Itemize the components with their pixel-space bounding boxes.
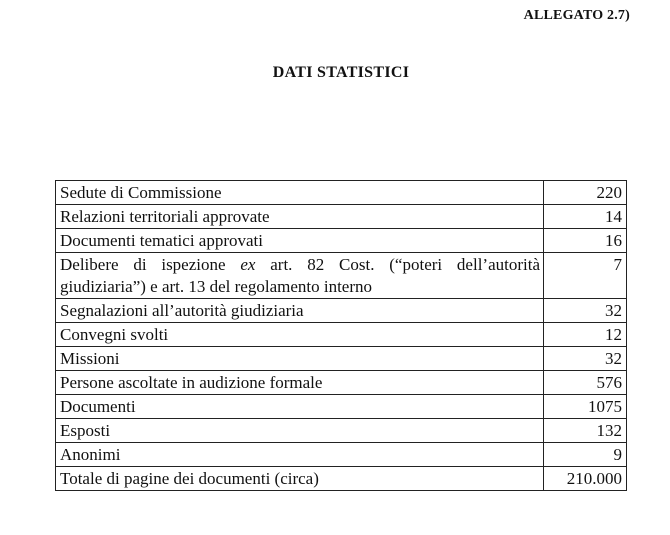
table-row xyxy=(56,181,627,205)
row-label-part: Delibere di ispezione xyxy=(60,255,241,274)
table-row xyxy=(56,299,627,323)
page-title: DATI STATISTICI xyxy=(272,64,410,81)
table-row xyxy=(56,347,627,371)
row-label: Relazioni territoriali approvate xyxy=(56,205,544,229)
table-row xyxy=(56,419,627,443)
row-label: Esposti xyxy=(56,419,544,443)
row-label: Segnalazioni all’autorità giudiziaria xyxy=(56,299,544,323)
table-row xyxy=(56,323,627,347)
row-label-italic: ex xyxy=(240,255,256,274)
row-value: 32 xyxy=(544,299,627,323)
row-label xyxy=(56,253,544,299)
attachment-label: ALLEGATO 2.7) xyxy=(523,8,630,23)
row-value: 220 xyxy=(544,181,627,205)
row-value: 132 xyxy=(544,419,627,443)
row-label: Missioni xyxy=(56,347,544,371)
row-label: Anonimi xyxy=(56,443,544,467)
row-value: 12 xyxy=(544,323,627,347)
row-label: Totale di pagine dei documenti (circa) xyxy=(56,467,544,491)
table-row xyxy=(56,443,627,467)
row-label: Documenti tematici approvati xyxy=(56,229,544,253)
row-value: 32 xyxy=(544,347,627,371)
table-row xyxy=(56,395,627,419)
row-value: 7 xyxy=(544,253,627,299)
table-row xyxy=(56,253,627,299)
table-row xyxy=(56,467,627,491)
statistics-table xyxy=(55,180,627,491)
row-label: Convegni svolti xyxy=(56,323,544,347)
row-value: 16 xyxy=(544,229,627,253)
row-value: 1075 xyxy=(544,395,627,419)
row-label-part: art. 82 Cost. (“poteri dell’autorità giudiziaria”) e art. 13 del regolamento interno xyxy=(60,255,540,296)
table-row xyxy=(56,371,627,395)
row-label: Persone ascoltate in audizione formale xyxy=(56,371,544,395)
table-row xyxy=(56,229,627,253)
row-value: 576 xyxy=(544,371,627,395)
row-value: 9 xyxy=(544,443,627,467)
row-value: 14 xyxy=(544,205,627,229)
table-row xyxy=(56,205,627,229)
row-label: Sedute di Commissione xyxy=(56,181,544,205)
row-value: 210.000 xyxy=(544,467,627,491)
row-label: Documenti xyxy=(56,395,544,419)
